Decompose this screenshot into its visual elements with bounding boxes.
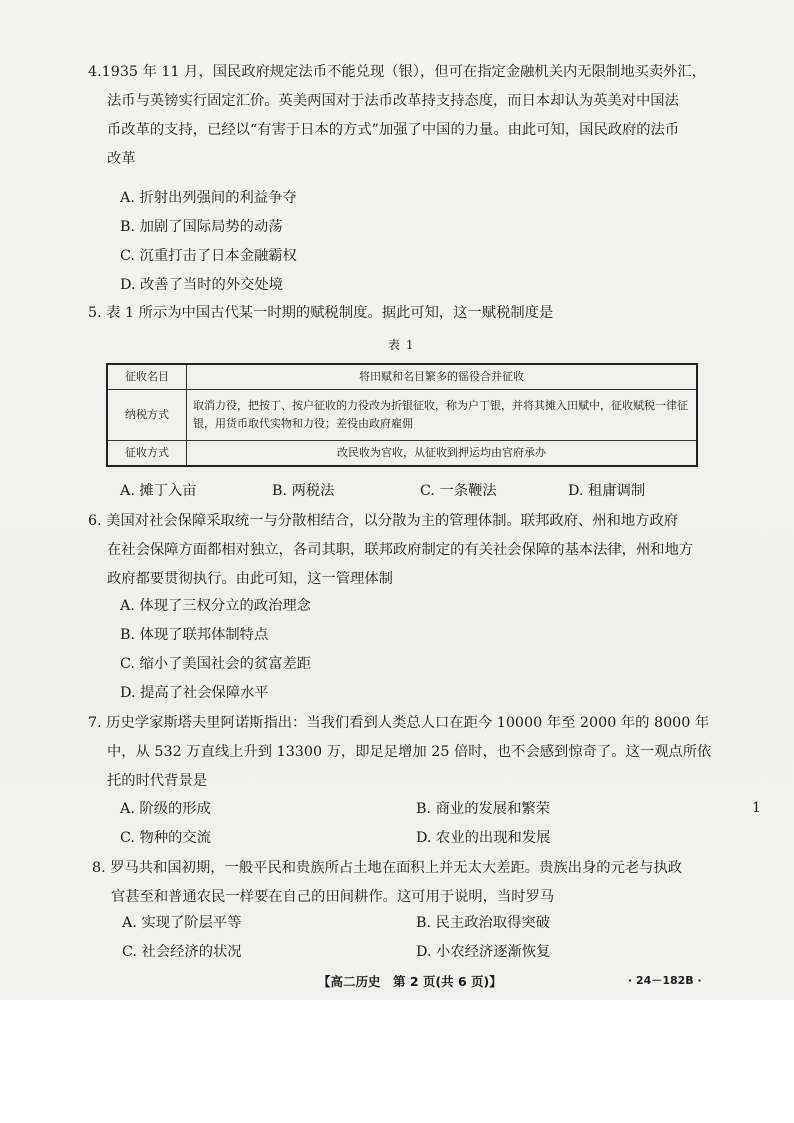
question-6-option-c: C. 缩小了美国社会的贫富差距 [120, 656, 312, 672]
table-1-title: 表 1 [388, 338, 415, 352]
question-5-stem: 5. 表 1 所示为中国古代某一时期的赋税制度。据此可知，这一赋税制度是 [88, 305, 554, 321]
table-row-label: 纳税方式 [107, 390, 187, 441]
question-5-option-a: A. 摊丁入亩 [120, 483, 197, 499]
question-6 [88, 507, 718, 594]
question-6-line: 政府都要贯彻执行。由此可知，这一管理体制 [107, 571, 393, 587]
question-4-line: 改革 [107, 151, 136, 167]
question-4-option-a: A. 折射出列强间的利益争夺 [120, 190, 297, 206]
margin-mark: 1 [752, 800, 761, 816]
tax-system-table [106, 363, 698, 467]
question-8-option-b: B. 民主政治取得突破 [416, 915, 550, 931]
question-7-line: 托的时代背景是 [107, 773, 208, 789]
question-4-option-c: C. 沉重打击了日本金融霸权 [120, 248, 297, 264]
question-7-option-a: A. 阶级的形成 [120, 801, 211, 817]
question-8-option-c: C. 社会经济的状况 [122, 944, 242, 960]
table-row [107, 390, 697, 441]
question-4 [88, 58, 718, 174]
table-row-value: 取消力役，把按丁、按户征收的力役改为折银征收，称为户丁银，并将其摊入田赋中，征收赋税一律征银，用货币取代实物和力役；差役由政府雇佣 [187, 390, 698, 441]
question-6-line: 在社会保障方面都相对独立，各司其职，联邦政府制定的有关社会保障的基本法律，州和地方 [107, 542, 694, 558]
question-5-option-c: C. 一条鞭法 [420, 483, 497, 499]
footer-page-info: 【高二历史 第 2 页(共 6 页)】 [318, 974, 502, 989]
question-8-option-a: A. 实现了阶层平等 [122, 915, 242, 931]
question-6-option-a: A. 体现了三权分立的政治理念 [120, 598, 311, 614]
question-7-line: 中，从 532 万直线上升到 13300 万，即足足增加 25 倍时，也不会感到惊奇了。这一观点所依 [107, 744, 712, 760]
question-7-line: 7. 历史学家斯塔夫里阿诺斯指出：当我们看到人类总人口在距今 10000 年至 2000 年的 8000 年 [88, 715, 710, 731]
question-6-option-d: D. 提高了社会保障水平 [120, 685, 269, 701]
question-6-line: 6. 美国对社会保障采取统一与分散相结合，以分散为主的管理体制。联邦政府、州和地方政府 [88, 513, 679, 529]
question-8-option-d: D. 小农经济逐渐恢复 [416, 944, 551, 960]
question-7 [88, 709, 728, 796]
table-row [107, 364, 697, 390]
table-row-value: 将田赋和名目繁多的徭役合并征收 [187, 364, 698, 390]
question-4-option-b: B. 加剧了国际局势的动荡 [120, 219, 283, 235]
question-4-line: 法币与英镑实行固定汇价。英美两国对于法币改革持支持态度，而日本却认为英美对中国法 [107, 93, 679, 109]
question-5-option-b: B. 两税法 [272, 483, 335, 499]
table-row-label: 征收名目 [107, 364, 187, 390]
table-row-label: 征收方式 [107, 441, 187, 467]
question-7-option-b: B. 商业的发展和繁荣 [416, 801, 550, 817]
page-blank-area [0, 1000, 794, 1123]
question-7-option-c: C. 物种的交流 [120, 830, 212, 846]
question-6-option-b: B. 体现了联邦体制特点 [120, 627, 269, 643]
question-4-option-d: D. 改善了当时的外交处境 [120, 277, 284, 293]
table-row-value: 改民收为官收，从征收到押运均由官府承办 [187, 441, 698, 467]
question-7-option-d: D. 农业的出现和发展 [416, 830, 551, 846]
question-4-line: 币改革的支持，已经以“有害于日本的方式”加强了中国的力量。由此可知，国民政府的法币 [107, 122, 680, 138]
question-5-option-d: D. 租庸调制 [568, 483, 646, 499]
question-8-line: 官甚至和普通农民一样要在自己的田间耕作。这可用于说明，当时罗马 [111, 889, 555, 905]
table-row [107, 441, 697, 467]
question-4-line: 4.1935 年 11 月，国民政府规定法币不能兑现（银），但可在指定金融机关内无限制地买卖外汇， [88, 64, 706, 80]
question-8 [92, 854, 722, 912]
footer-exam-code: · 24－182B · [628, 974, 702, 987]
question-8-line: 8. 罗马共和国初期，一般平民和贵族所占土地在面积上并无太大差距。贵族出身的元老与执政 [92, 860, 683, 876]
